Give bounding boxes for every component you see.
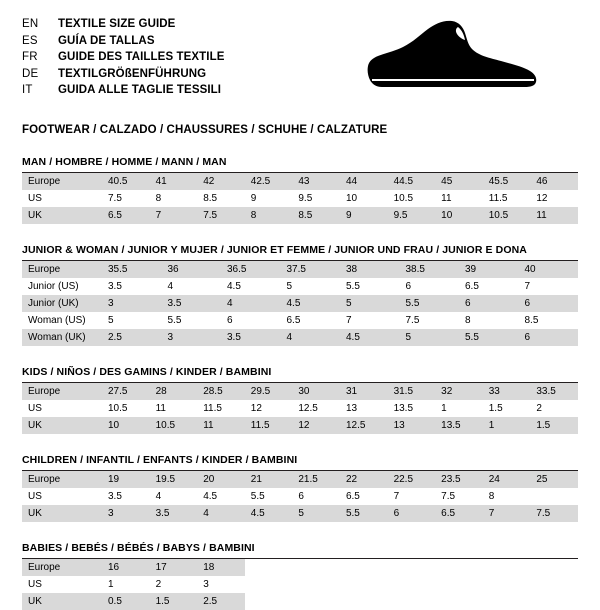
- cell: 45: [435, 173, 483, 190]
- cell: 4.5: [227, 281, 241, 292]
- cell: 6.5: [465, 281, 479, 292]
- cell: 7.5: [108, 193, 122, 204]
- cell: 11.5: [203, 403, 222, 414]
- cell: 9.5: [298, 193, 313, 204]
- category-title: FOOTWEAR / CALZADO / CHAUSSURES / SCHUHE / CALZATURE: [22, 124, 388, 136]
- cell: [292, 559, 340, 576]
- cell: [388, 593, 436, 610]
- cell: [530, 559, 578, 576]
- cell: 4: [197, 505, 245, 522]
- cell: 43: [292, 173, 340, 190]
- cell: 6.5: [102, 207, 150, 224]
- cell: 33: [483, 383, 531, 400]
- row-label: Junior (UK): [22, 295, 102, 312]
- cell: 11.5: [488, 193, 508, 204]
- table-row: [22, 576, 578, 593]
- cell: 3: [102, 295, 162, 312]
- cell: 5: [340, 295, 400, 312]
- cell: 1.5: [150, 593, 198, 610]
- cell: 31.5: [388, 383, 436, 400]
- document-header: [22, 0, 578, 108]
- cell: 1.5: [488, 403, 503, 414]
- cell: 10.5: [483, 207, 531, 224]
- cell: 12.5: [340, 417, 388, 434]
- cell: 1: [108, 579, 114, 590]
- cell: 31: [340, 383, 388, 400]
- cell: 19.5: [150, 471, 198, 488]
- cell: 9: [250, 193, 257, 204]
- language-title: TEXTILE SIZE GUIDE: [58, 18, 176, 30]
- cell: 32: [435, 383, 483, 400]
- cell: 44: [340, 173, 388, 190]
- cell: 3.5: [162, 295, 222, 312]
- table-block-junior-woman: [22, 244, 578, 346]
- cell: 17: [150, 559, 198, 576]
- cell: [292, 576, 340, 593]
- cell: 35.5: [102, 261, 162, 278]
- cell: 46: [530, 173, 578, 190]
- cell: 5.5: [400, 295, 460, 312]
- cell: 22: [340, 471, 388, 488]
- table-row: [22, 312, 578, 329]
- cell: 10: [345, 193, 358, 204]
- cell: 3.5: [221, 329, 281, 346]
- cell: 36.5: [221, 261, 281, 278]
- cell: 4: [221, 295, 281, 312]
- cell: 6: [519, 329, 579, 346]
- cell: 13.5: [435, 417, 483, 434]
- cell: 7: [150, 207, 198, 224]
- cell: 44.5: [388, 173, 436, 190]
- cell: [388, 559, 436, 576]
- table-heading: CHILDREN / INFANTIL / ENFANTS / KINDER / BAMBINI: [22, 454, 578, 471]
- cell: 4: [167, 281, 174, 292]
- table-heading: JUNIOR & WOMAN / JUNIOR Y MUJER / JUNIOR ET FEMME / JUNIOR UND FRAU / JUNIOR E DONA: [22, 244, 578, 261]
- table-row: [22, 207, 578, 224]
- cell: 12: [292, 417, 340, 434]
- cell: [483, 559, 531, 576]
- row-label: UK: [22, 593, 102, 610]
- cell: [435, 593, 483, 610]
- row-label: Europe: [22, 261, 102, 278]
- table-row: [22, 295, 578, 312]
- table-heading: MAN / HOMBRE / HOMME / MANN / MAN: [22, 156, 578, 173]
- cell: 7: [346, 315, 352, 326]
- cell: [245, 576, 293, 593]
- cell: 42.5: [245, 173, 293, 190]
- cell: 24: [483, 471, 531, 488]
- cell: 5.5: [340, 505, 388, 522]
- cell: 4: [281, 329, 341, 346]
- cell: 25: [530, 471, 578, 488]
- cell: 39: [459, 261, 519, 278]
- cell: [483, 593, 531, 610]
- language-code: FR: [22, 51, 38, 63]
- cell: 21: [245, 471, 293, 488]
- cell: 4.5: [245, 505, 293, 522]
- language-code: EN: [22, 18, 39, 30]
- cell: [530, 488, 578, 505]
- cell: 6.5: [435, 505, 483, 522]
- cell: 13.5: [393, 403, 414, 414]
- cell: 6.5: [286, 315, 301, 326]
- cell: [483, 576, 531, 593]
- cell: 11.5: [245, 417, 293, 434]
- row-label: Junior (US): [28, 281, 79, 292]
- cell: 33.5: [530, 383, 578, 400]
- cell: 38: [340, 261, 400, 278]
- cell: 10.5: [108, 403, 128, 414]
- language-title: GUIDE DES TAILLES TEXTILE: [58, 51, 225, 63]
- cell: 10.5: [393, 193, 414, 204]
- table-heading: KIDS / NIÑOS / DES GAMINS / KINDER / BAMBINI: [22, 366, 578, 383]
- cell: 22.5: [388, 471, 436, 488]
- cell: [340, 559, 388, 576]
- dress-shoe-icon: [362, 18, 542, 90]
- cell: 7.5: [197, 207, 245, 224]
- cell: 11: [441, 193, 452, 204]
- cell: [435, 576, 483, 593]
- cell: 13: [388, 417, 436, 434]
- language-code: IT: [22, 84, 33, 96]
- size-table-man: [22, 173, 578, 224]
- cell: 8.5: [524, 315, 539, 326]
- cell: 29.5: [245, 383, 293, 400]
- cell: 21.5: [292, 471, 340, 488]
- table-row: [22, 488, 578, 505]
- row-label: Europe: [22, 383, 102, 400]
- language-title: TEXTILGRÖßENFÜHRUNG: [58, 67, 207, 80]
- cell: 1: [483, 417, 531, 434]
- language-title: GUIDA ALLE TAGLIE TESSILI: [58, 84, 222, 96]
- cell: 6: [388, 505, 436, 522]
- cell: 5: [286, 281, 293, 292]
- cell: 16: [102, 559, 150, 576]
- cell: 4.5: [340, 329, 400, 346]
- cell: 6: [405, 281, 412, 292]
- cell: 2: [155, 579, 162, 590]
- cell: [340, 593, 388, 610]
- cell: 3.5: [108, 281, 122, 292]
- table-block-kids: [22, 366, 578, 434]
- language-title: GUÍA DE TALLAS: [58, 34, 155, 47]
- cell: 5.5: [346, 281, 360, 292]
- cell: 20: [197, 471, 245, 488]
- cell: 36: [162, 261, 222, 278]
- cell: 42: [197, 173, 245, 190]
- cell: 9: [340, 207, 388, 224]
- table-row: [22, 173, 578, 190]
- cell: 7: [483, 505, 531, 522]
- cell: 13: [345, 403, 358, 414]
- row-label: UK: [22, 207, 102, 224]
- cell: 28.5: [197, 383, 245, 400]
- size-table-babies: [22, 559, 578, 610]
- table-row: [22, 400, 578, 417]
- cell: [435, 559, 483, 576]
- table-row: [22, 261, 578, 278]
- row-label: Woman (UK): [22, 329, 102, 346]
- cell: 9.5: [388, 207, 436, 224]
- cell: 11: [530, 207, 578, 224]
- cell: [245, 559, 293, 576]
- cell: 6.5: [345, 491, 360, 502]
- cell: 8.5: [203, 193, 218, 204]
- size-table-children: [22, 471, 578, 522]
- row-label: US: [28, 579, 42, 590]
- cell: 7.5: [405, 315, 420, 326]
- cell: 12.5: [298, 403, 318, 414]
- cell: [530, 576, 578, 593]
- cell: 7: [393, 491, 400, 502]
- size-table-junior-woman: [22, 261, 578, 346]
- cell: 3.5: [150, 505, 198, 522]
- language-code: DE: [22, 67, 39, 80]
- cell: 19: [102, 471, 150, 488]
- table-heading: BABIES / BEBÉS / BÉBÉS / BABYS / BAMBINI: [22, 542, 578, 559]
- cell: 8: [465, 315, 471, 326]
- cell: 3: [203, 579, 209, 590]
- cell: 5.5: [459, 329, 519, 346]
- cell: 3: [102, 505, 150, 522]
- cell: 5.5: [167, 315, 182, 326]
- cell: 5: [292, 505, 340, 522]
- cell: 6: [227, 315, 233, 326]
- table-row: [22, 593, 578, 610]
- cell: 10: [102, 417, 150, 434]
- cell: 6: [298, 491, 304, 502]
- row-label: Woman (US): [28, 315, 86, 326]
- cell: 40.5: [102, 173, 150, 190]
- cell: 8: [488, 491, 495, 502]
- language-code: ES: [22, 34, 38, 47]
- row-label: UK: [22, 505, 102, 522]
- table-row: [22, 383, 578, 400]
- table-row: [22, 417, 578, 434]
- table-row: [22, 471, 578, 488]
- table-row: [22, 559, 578, 576]
- table-row: [22, 190, 578, 207]
- cell: 7.5: [441, 491, 456, 502]
- cell: 4.5: [281, 295, 341, 312]
- cell: 4.5: [203, 491, 218, 502]
- cell: 12: [536, 193, 548, 204]
- cell: 11: [197, 417, 245, 434]
- cell: 40: [519, 261, 579, 278]
- cell: 5: [108, 315, 114, 326]
- cell: 3: [162, 329, 222, 346]
- row-label: US: [28, 491, 42, 502]
- cell: [340, 576, 388, 593]
- cell: 6: [519, 295, 579, 312]
- cell: 12: [250, 403, 262, 414]
- cell: 7: [524, 281, 531, 292]
- cell: 7.5: [530, 505, 578, 522]
- cell: 2.5: [102, 329, 162, 346]
- cell: 8: [155, 193, 162, 204]
- cell: [292, 593, 340, 610]
- cell: 8.5: [292, 207, 340, 224]
- cell: 27.5: [102, 383, 150, 400]
- table-row: [22, 278, 578, 295]
- row-label: UK: [22, 417, 102, 434]
- cell: 0.5: [102, 593, 150, 610]
- table-block-children: [22, 454, 578, 522]
- cell: [530, 593, 578, 610]
- cell: 11: [155, 403, 166, 414]
- row-label: Europe: [22, 559, 102, 576]
- row-label: US: [28, 403, 42, 414]
- cell: 5: [400, 329, 460, 346]
- table-row: [22, 329, 578, 346]
- cell: 2.5: [197, 593, 245, 610]
- cell: 10: [435, 207, 483, 224]
- row-label: Europe: [22, 471, 102, 488]
- cell: 5.5: [250, 491, 265, 502]
- cell: 23.5: [435, 471, 483, 488]
- cell: [245, 593, 293, 610]
- cell: 37.5: [281, 261, 341, 278]
- cell: 18: [197, 559, 245, 576]
- cell: 2: [536, 403, 542, 414]
- cell: [388, 576, 436, 593]
- cell: 45.5: [483, 173, 531, 190]
- cell: 41: [150, 173, 198, 190]
- cell: 28: [150, 383, 198, 400]
- cell: 1.5: [530, 417, 578, 434]
- cell: 3.5: [108, 491, 122, 502]
- cell: 30: [292, 383, 340, 400]
- cell: 1: [441, 403, 447, 414]
- cell: 6: [459, 295, 519, 312]
- table-row: [22, 505, 578, 522]
- cell: 38.5: [400, 261, 460, 278]
- cell: 8: [245, 207, 293, 224]
- cell: 10.5: [150, 417, 198, 434]
- cell: 4: [155, 491, 162, 502]
- table-block-man: [22, 156, 578, 224]
- size-table-kids: [22, 383, 578, 434]
- row-label: Europe: [22, 173, 102, 190]
- row-label: US: [28, 193, 42, 204]
